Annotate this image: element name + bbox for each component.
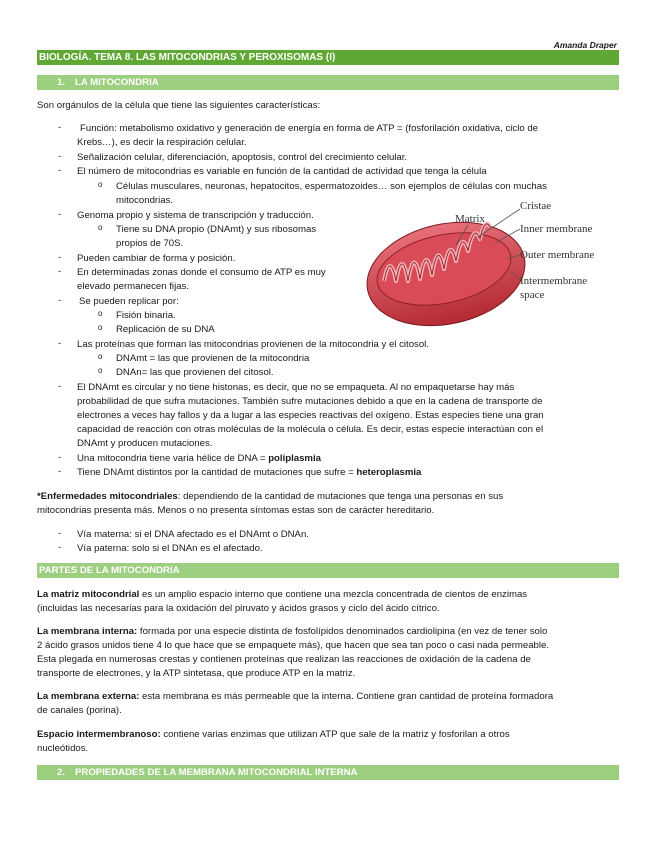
bullet-zonas-cont: elevado permanecen fijas. [77,281,189,292]
note-title: *Enfermedades mitocondriales [37,491,178,502]
bullet-poliplasmia-text: Una mitocondria tiene varia hélice de DNA = [77,453,269,464]
sub-bullet-circle: o [98,309,103,318]
term-membrana-externa: La membrana externa: [37,691,140,702]
bullet-numero: El número de mitocondrias es variable en función de la cantidad de actividad que tenga la célula [77,166,487,177]
term-poliplasmia: poliplasmia [268,453,321,464]
bullet-dash: - [58,542,62,553]
bullet-circular-cont: electrones a veces hay fallos y da a lugar a las especies reactivas del oxígeno. Estas especies tiene una gran [77,410,544,421]
bullet-circular: El DNAmt es circular y no tiene histonas, es decir, que no se empaqueta. Al no empaquetarse hay más [77,382,515,393]
term-heteroplasmia: heteroplasmia [356,467,422,478]
author-name: Amanda Draper [553,40,617,50]
term-membrana-interna: La membrana interna: [37,626,138,637]
bullet-dash: - [58,338,62,349]
para-membrana-interna-cont: Esta plegada en numerosas crestas y contienen proteínas que realizan las reacciones de oxidación de la cadena de [37,654,531,665]
bullet-circular-cont: probabilidad de que sufra mutaciones. También sufre mutaciones debido a que en la cadena de transporte de [77,396,543,407]
label-inner-membrane: Inner membrane [520,223,593,235]
sub-bullet-dna-cont: propios de 70S. [116,238,184,249]
note-line2: mitocondrias presenta más. Menos o no presenta síntomas estas son de carácter hereditario. [37,505,435,516]
bullet-poliplasmia [77,452,321,466]
para-espacio-text: contiene varias enzimas que utilizan ATP que sale de la matriz y fosforilan a otros [160,729,510,740]
para-membrana-interna-cont: 2 ácido grasos unidos tiene 4 lo que hace que se empaquete más), que hacen que sea tan poco o casi nada permeable. [37,640,550,651]
bullet-via-materna: Vía materna: si el DNA afectado es el DNAmt o DNAn. [77,529,309,540]
sub-bullet-replicacion: Replicación de su DNA [116,324,215,335]
bullet-circular-cont: capacidad de reacción con otras moléculas de la molécula o célula. Es decir, estas especie interactúan con el [77,424,544,435]
note-enfermedades [37,490,619,504]
bullet-dash: - [58,381,62,392]
bullet-heteroplasmia-text: Tiene DNAmt distintos por la cantidad de mutaciones que sufre = [77,467,357,478]
section-heading-mitocondria [37,75,619,90]
label-intermembrane: Intermembrane [520,275,588,287]
bullet-dash: - [58,452,62,463]
bullet-dash: - [58,209,62,220]
note-text: : dependiendo de la cantidad de mutaciones que tenga una personas en sus [177,491,504,502]
para-membrana-interna [37,625,619,639]
bullet-heteroplasmia [77,466,421,480]
sub-bullet-circle: o [98,223,103,232]
bullet-funcion: Función: metabolismo oxidativo y generación de energía en forma de ATP = (fosforilación oxidativa, ciclo de [80,123,538,134]
bullet-dash: - [58,266,62,277]
sub-bullet-circle: o [98,352,103,361]
bullet-circular-cont: DNAmt y producen mutaciones. [77,438,213,449]
sub-bullet-fision: Fisión binaria. [116,310,176,321]
sub-bullet-circle: o [98,366,103,375]
para-espacio [37,728,619,742]
bullet-replicar: Se pueden replicar por: [79,296,179,307]
bullet-dash: - [58,252,62,263]
sub-bullet-circle: o [98,180,103,189]
label-cristae: Cristae [520,200,552,212]
bullet-via-paterna: Vía paterna: solo si el DNAn es el afectado. [77,543,263,554]
sub-bullet-dnan: DNAn= las que provienen del citosol. [116,367,274,378]
bullet-proteinas: Las proteínas que forman las mitocondrias provienen de la mitocondria y el citosol. [77,339,429,350]
section-label: LA MITOCONDRIA [75,77,159,88]
para-membrana-externa-cont: de canales (porina). [37,705,122,716]
para-membrana-interna-text: formada por una especie distinta de fosfolípidos denominados cardiolipina (en vez de tener solo [137,626,548,637]
intro-text: Son orgánulos de la célula que tiene las siguientes características: [37,100,321,111]
sub-bullet-celulas-cont: mitocondrias. [116,195,174,206]
bullet-dash: - [58,165,62,176]
label-matrix: Matrix [455,213,485,225]
bullet-genoma: Genoma propio y sistema de transcripción y traducción. [77,210,314,221]
para-matriz [37,588,619,602]
bullet-dash: - [58,151,62,162]
mitochondrion-body [360,208,535,329]
section-number: 2. [57,767,66,778]
bullet-dash: - [58,295,62,306]
section-number: 1. [57,77,66,88]
sub-bullet-circle: o [98,323,103,332]
sub-bullet-dnamt: DNAmt = las que provienen de la mitocondria [116,353,310,364]
section-label: PROPIEDADES DE LA MEMBRANA MITOCONDRIAL INTERNA [75,767,358,778]
sub-bullet-celulas: Células musculares, neuronas, hepatocitos, espermatozoides… son ejemplos de células con muchas [116,181,547,192]
sub-bullet-dna: Tiene su DNA propio (DNAmt) y sus ribosomas [116,224,317,235]
bullet-funcion-cont: Krebs…), es decir la respiración celular. [77,137,247,148]
para-membrana-externa-text: esta membrana es más permeable que la interna. Contiene gran cantidad de proteína formadora [139,691,554,702]
bullet-dash: - [58,122,62,133]
para-espacio-cont: nucleótidos. [37,743,89,754]
bullet-forma: Pueden cambiar de forma y posición. [77,253,236,264]
bullet-dash: - [58,528,62,539]
section-heading-propiedades [37,765,619,780]
bullet-senalizacion: Señalización celular, diferenciación, apoptosis, control del crecimiento celular. [77,152,408,163]
para-matriz-cont: (incluidas las necesarias para la oxidación del piruvato y ácidos grasos y ciclo del ácido cítrico. [37,603,440,614]
term-espacio: Espacio intermembranoso: [37,729,161,740]
document-title: BIOLOGÍA. TEMA 8. LAS MITOCONDRIAS Y PEROXISOMAS (I) [37,50,619,65]
section-heading-partes: PARTES DE LA MITOCONDRIA [37,563,619,578]
label-space: space [520,289,545,301]
para-matriz-text: es un amplio espacio interno que contiene una mezcla concentrada de cientos de enzimas [139,589,528,600]
para-membrana-interna-cont: transporte de electrones, y la ATP sintetasa, que produce ATP en la matriz. [37,668,356,679]
term-matriz: La matriz mitocondrial [37,589,140,600]
bullet-dash: - [58,466,62,477]
bullet-zonas: En determinadas zonas donde el consumo de ATP es muy [77,267,326,278]
mitochondrion-diagram [360,197,620,329]
para-membrana-externa [37,690,619,704]
label-outer-membrane: Outer membrane [520,249,595,261]
